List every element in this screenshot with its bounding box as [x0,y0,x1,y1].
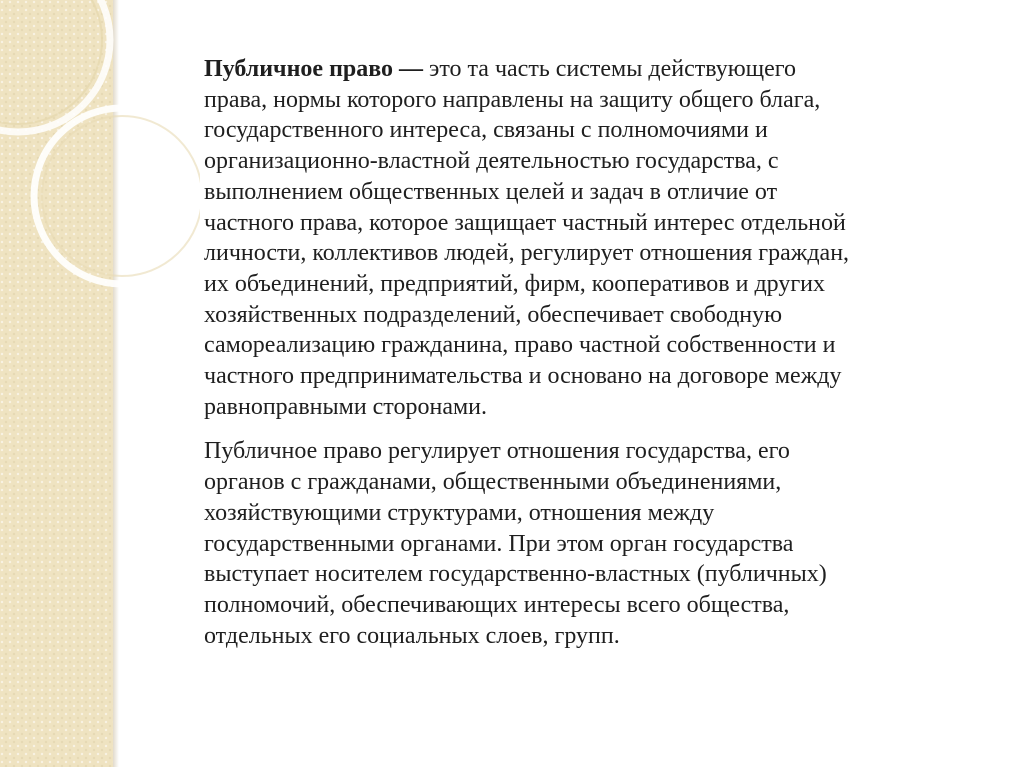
text-line: частного права, которое защищает частный интерес отдельной [204,209,846,236]
text-line: права, нормы которого направлены на защиту общего блага, [204,86,821,113]
term-public-law: Публичное право — [204,56,424,82]
text-line: их объединений, предприятий, фирм, кооперативов и других [204,270,826,297]
text-line: органов с гражданами, общественными объединениями, [204,469,782,496]
text-line: хозяйственных подразделений, обеспечивает свободную [204,301,783,328]
text-line: самореализацию гражданина, право частной собственности и [204,332,836,359]
paragraph-public-law-definition [196,54,976,422]
text-line [196,54,976,85]
text-line: Публичное право регулирует отношения государства, его [204,438,790,465]
text-line: равноправными сторонами. [204,393,488,420]
text-line: отдельных его социальных слоев, групп. [204,622,620,649]
decorative-rings-icon [0,0,200,320]
text-line: хозяйствующими структурами, отношения между [204,499,715,526]
text-fragment: это та часть системы действующего [423,56,797,82]
text-line: государственными органами. При этом орган государства [204,530,794,557]
text-line: личности, коллективов людей, регулирует отношения граждан, [204,240,850,267]
text-line: частного предпринимательства и основано на договоре между [204,363,842,390]
text-line: государственного интереса, связаны с полномочиями и [204,117,768,144]
text-line: выполнением общественных целей и задач в отличие от [204,178,778,205]
text-line: выступает носителем государственно-властных (публичных) [204,561,827,588]
paragraph-public-law-regulation [196,436,976,651]
slide-content [196,54,976,651]
text-line: полномочий, обеспечивающих интересы всего общества, [204,591,790,618]
text-line: организационно-властной деятельностью государства, с [204,148,779,175]
